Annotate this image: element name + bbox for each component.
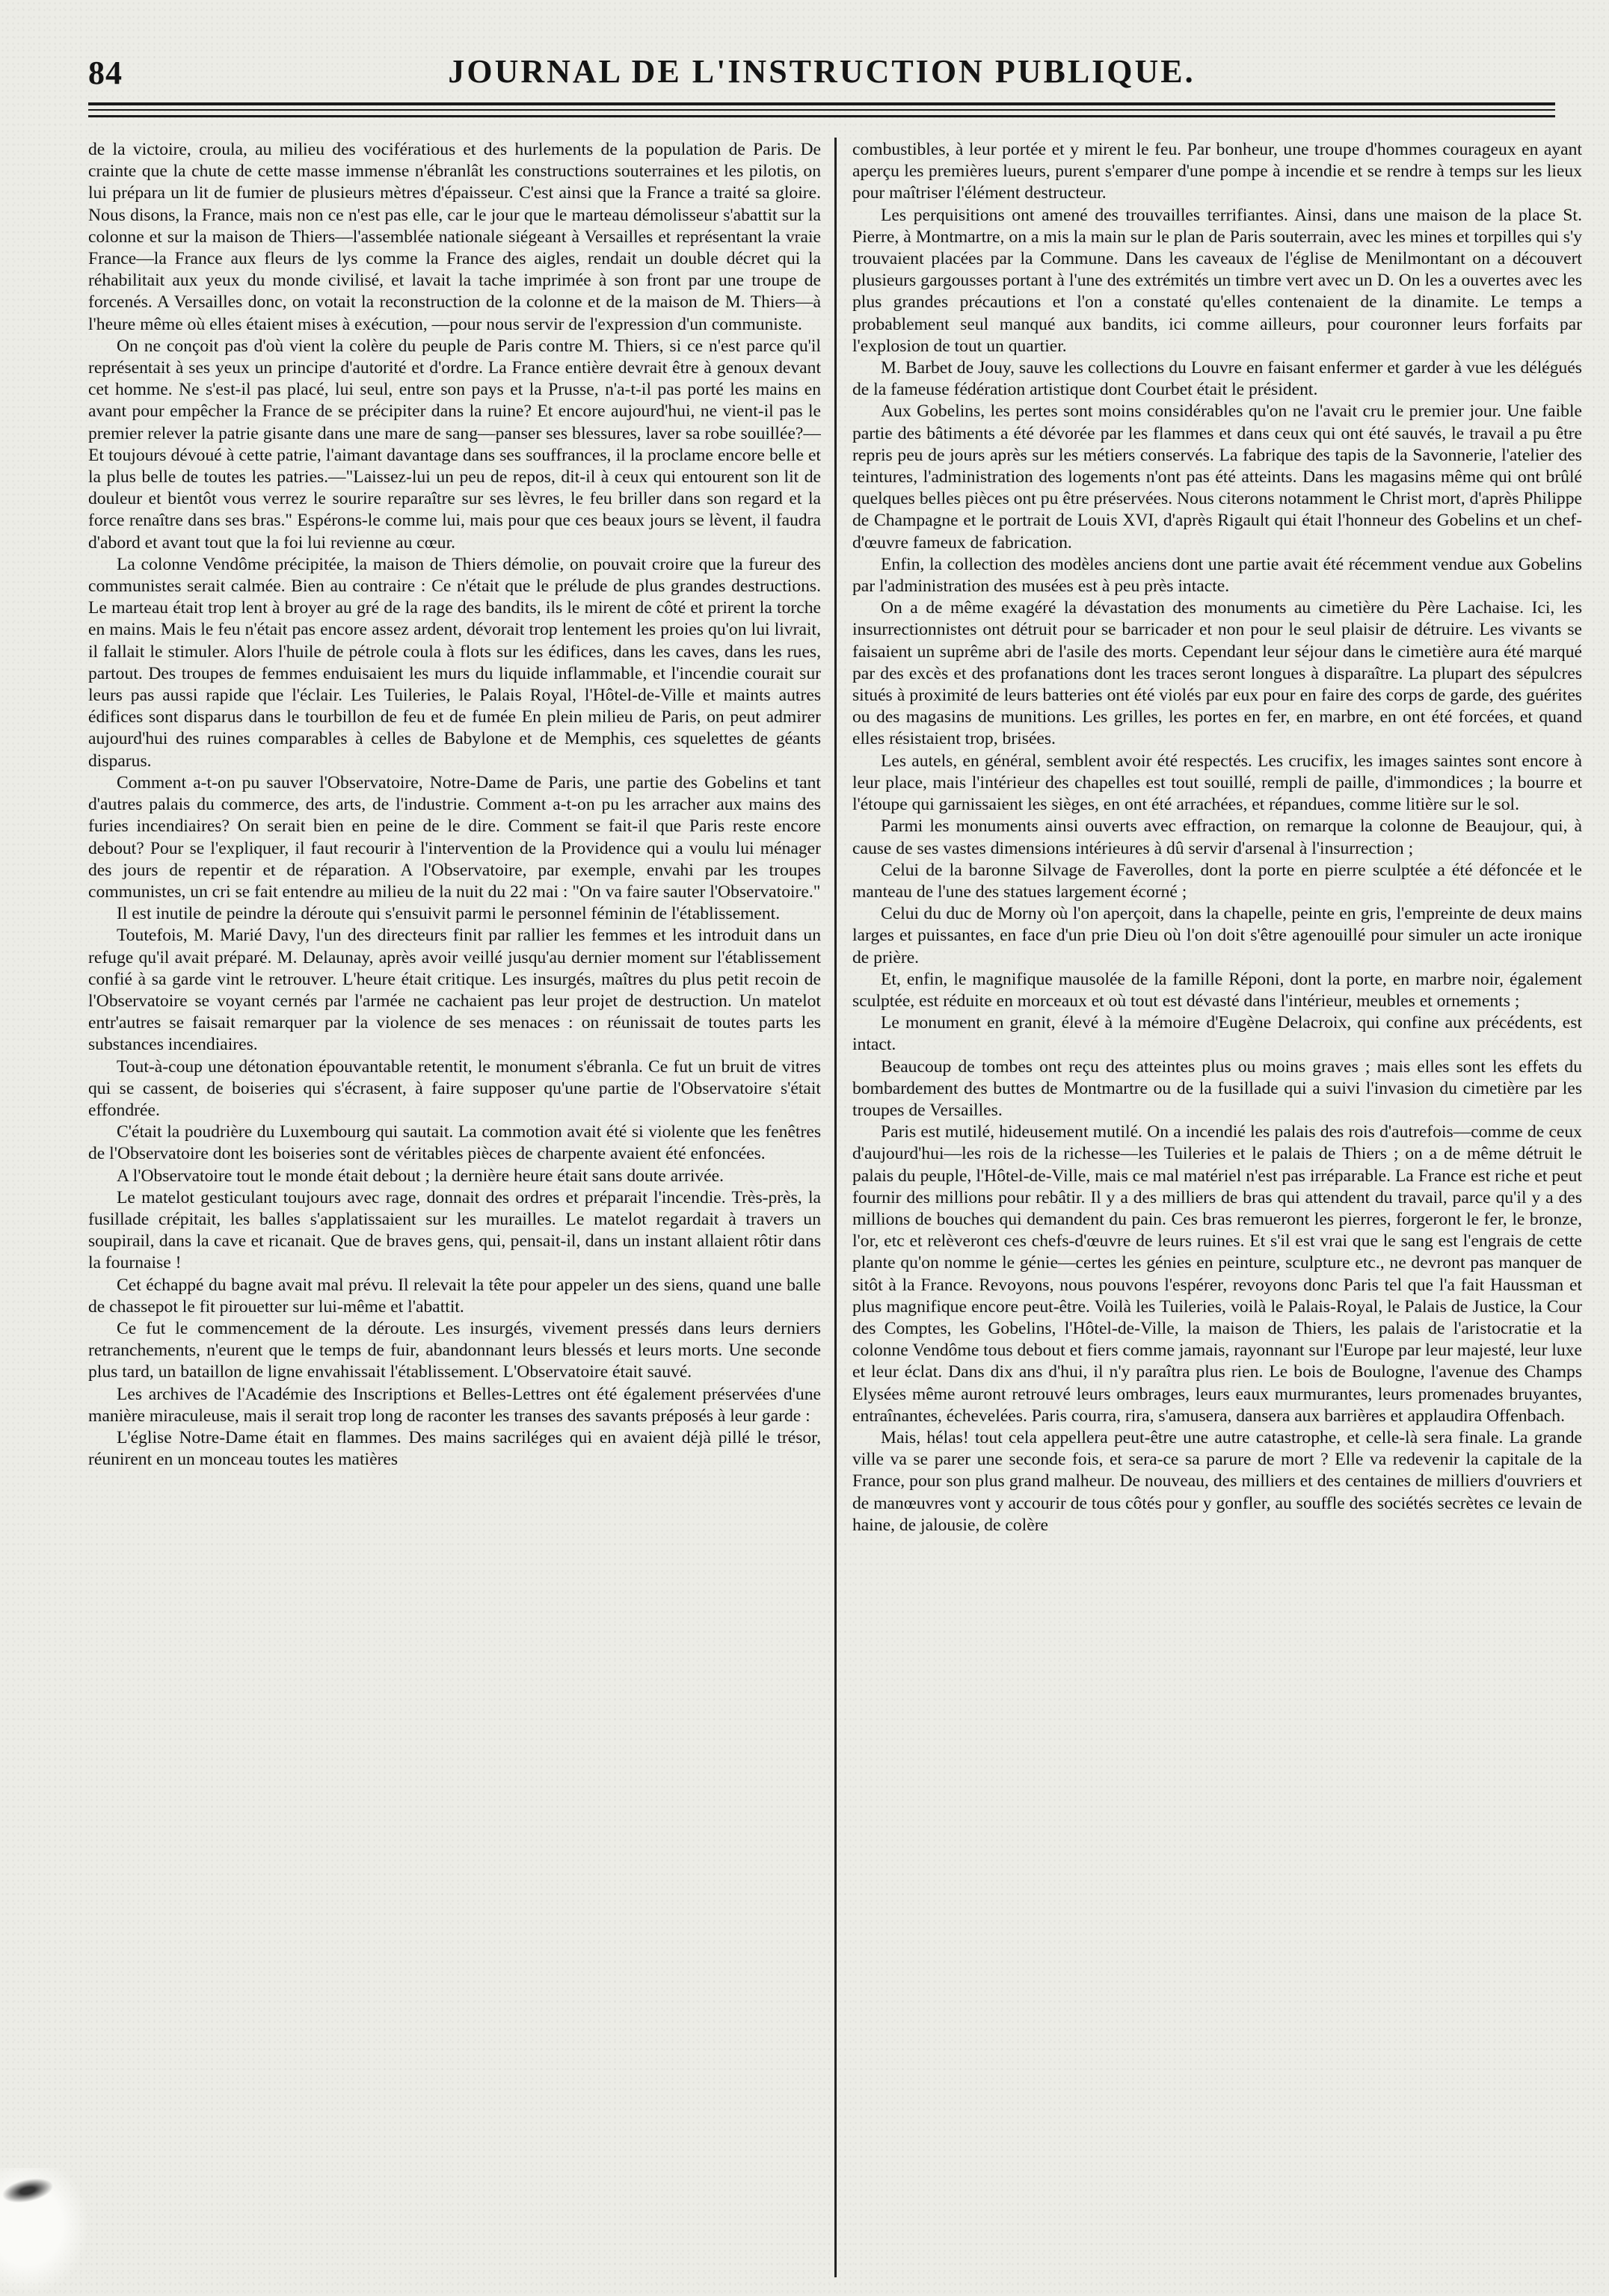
paragraph: Toutefois, M. Marié Davy, l'un des directeurs finit par rallier les femmes et les introduit dans un refuge qu'il avait préparé. M. Delaunay, après avoir veillé jusqu'au dernier moment sur l'établissement confié à sa garde vint le retrouver. L'heure était critique. Les insurgés, maîtres du plus petit recoin de l'Observatoire se voyant cernés par l'armée ne cachaient pas leur projet de destruction. Un matelot entr'autres se faisait remarquer par la violence de ses menaces : on réunissait de toutes parts les substances incendiaires. bbox=[88, 926, 821, 1055]
header-rule-bottom bbox=[88, 115, 1555, 117]
paragraph: Les autels, en général, semblent avoir été respectés. Les crucifix, les images saintes sont encore à leur place, mais l'intérieur des chapelles est tout souillé, rempli de paille, d'immondices ; la bourre et l'étoupe qui garnissaient les sièges, en ont été arrachées, et répandues, comme litière sur le sol. bbox=[852, 751, 1582, 815]
paragraph: de la victoire, croula, au milieu des vocifératious et des hurlements de la population de Paris. De crainte que la chute de cette masse immense n'ébranlât les constructions souterraines et les pilotis, on lui prépara un lit de fumier de plusieurs mètres d'épaisseur. C'est ainsi que la France a traité sa gloire. Nous disons, la France, mais non ce n'est pas elle, car le jour que le marteau démolisseur s'abattit sur la colonne et sur la maison de Thiers—l'assemblée nationale siégeant à Versailles et représentant la vraie France—la France aux fleurs de lys comme la France des aigles, rendait un double décret qui la réhabilitait aux yeux du monde civilisé, et lavait la tache imprimée à son front par une troupe de forcenés. A Versailles donc, on votait la reconstruction de la colonne et de la maison de M. Thiers—à l'heure même où elles étaient mises à exécution, —pour nous servir de l'expression d'un communiste. bbox=[88, 140, 821, 334]
paragraph: Celui du duc de Morny où l'on aperçoit, dans la chapelle, peinte en gris, l'empreinte de deux mains larges et puissantes, en face d'un prie Dieu où l'on doit s'être agenouillé pour simuler un acte ironique de prière. bbox=[852, 904, 1582, 967]
header-rule-middle bbox=[88, 109, 1555, 111]
page-header bbox=[88, 45, 1555, 97]
paragraph: L'église Notre-Dame était en flammes. Des mains sacriléges qui en avaient déjà pillé le trésor, réunirent en un monceau toutes les matières bbox=[88, 1427, 821, 1470]
paragraph: La colonne Vendôme précipitée, la maison de Thiers démolie, on pouvait croire que la fureur des communistes serait calmée. Bien au contraire : Ce n'était que le prélude de plus grandes destructions. Le marteau était trop lent à broyer au gré de la rage des bandits, ils le mirent de côté et prirent la torche en mains. Mais le feu n'était pas encore assez ardent, dévorait trop lentement les proies qu'on lui livrait, il fallait le stimuler. Alors l'huile de pétrole coula à flots sur les édifices, dans les caves, dans les rues, partout. Des troupes de femmes enduisaient les murs du liquide inflammable, et l'incendie courait sur leurs pas aussi rapide que l'éclair. Les Tuileries, le Palais Royal, l'Hôtel-de-Ville et maints autres édifices sont disparus dans le tourbillon de feu et de fumée En plein milieu de Paris, on peut admirer aujourd'hui des ruines comparables à celles de Babylone et de Memphis, ces squelettes de géants disparus. bbox=[88, 554, 821, 771]
paragraph: Et, enfin, le magnifique mausolée de la famille Réponi, dont la porte, en marbre noir, également sculptée, est réduite en morceaux et où tout est dévasté dans l'intérieur, meubles et ornements ; bbox=[852, 969, 1582, 1011]
paragraph: Beaucoup de tombes ont reçu des atteintes plus ou moins graves ; mais elles sont les effets du bombardement des buttes de Montmartre ou de la fusillade qui a suivi l'invasion du cimetière par les troupes de Versailles. bbox=[852, 1056, 1582, 1120]
page-number: 84 bbox=[88, 55, 123, 91]
paragraph: Enfin, la collection des modèles anciens dont une partie avait été récemment vendue aux Gobelins par l'administration des musées est à peu près intacte. bbox=[852, 554, 1582, 597]
paragraph: C'était la poudrière du Luxembourg qui sautait. La commotion avait été si violente que les fenêtres de l'Observatoire dont les boiseries sont de véritables pièces de charpente avaient été enfoncées. bbox=[88, 1122, 821, 1164]
paragraph: Celui de la baronne Silvage de Faverolles, dont la porte en pierre sculptée a été défoncée et le manteau de l'une des statues largement écorné ; bbox=[852, 860, 1582, 902]
header-rule-top bbox=[88, 102, 1555, 105]
paragraph: On a de même exagéré la dévastation des monuments au cimetière du Père Lachaise. Ici, les insurrectionnistes ont détruit pour se barricader et non pour le seul plaisir de détruire. Les vivants se faisaient un suprême abri de l'asile des morts. Cependant leur séjour dans le cimetière aura été marqué par des excès et des profanations dont les traces seront longues à disparaître. La plupart des sépulcres situés à proximité de leurs batteries ont été violés par eux pour en faire des corps de garde, des guérites ou des magasins de munitions. Les grilles, les portes en fer, en marbre, en ont été forcées, et quand elles résistaient trop, brisées. bbox=[852, 598, 1582, 749]
paragraph: Aux Gobelins, les pertes sont moins considérables qu'on ne l'avait cru le premier jour. Une faible partie des bâtiments a été dévorée par les flammes et dans ceux qui ont été sauvés, le travail a pu être repris peu de jours après sur les métiers conservés. La fabrique des tapis de la Savonnerie, l'atelier des teintures, l'administration des logements n'ont pas été atteints. Dans les magasins même qui ont brûlé quelques belles pièces ont pu être préservées. Nous citerons notamment le Christ mort, d'après Philippe de Champagne et le portrait de Louis XVI, d'après Rigault qui était l'honneur des Gobelins et un chef-d'œuvre fameux de fabrication. bbox=[852, 401, 1582, 553]
paragraph: Les archives de l'Académie des Inscriptions et Belles-Lettres ont été également préservées d'une manière miraculeuse, mais il serait trop long de raconter les transes des savants préposés à leur garde : bbox=[88, 1384, 821, 1426]
paragraph: Le monument en granit, élevé à la mémoire d'Eugène Delacroix, qui confine aux précédents, est intact. bbox=[852, 1013, 1582, 1055]
paragraph: Les perquisitions ont amené des trouvailles terrifiantes. Ainsi, dans une maison de la place St. Pierre, à Montmartre, on a mis la main sur le plan de Paris souterrain, avec les mines et torpilles qui s'y trouvaient placées par la Commune. Dans les caveaux de l'église de Menilmontant on a découvert plusieurs gargousses portant à l'une des extrémités un timbre vert avec un D. On les a ouvertes avec les plus grandes précautions et l'on a constaté qu'elles contenaient de la dinamite. Le temps a probablement seul manqué aux bandits, ici comme ailleurs, pour couronner leurs forfaits par l'explosion de tout un quartier. bbox=[852, 205, 1582, 356]
paragraph: On ne conçoit pas d'où vient la colère du peuple de Paris contre M. Thiers, si ce n'est parce qu'il représentait à ses yeux un principe d'autorité et d'ordre. La France entière devrait être à genoux devant cet homme. Ne s'est-il pas placé, lui seul, entre son pays et la Prusse, n'a-t-il pas porté les mains en avant pour empêcher la France de se précipiter dans la ruine? Et encore aujourd'hui, ne vient-il pas le premier relever la patrie gisante dans une mare de sang—panser ses blessures, laver sa robe souillée?—Et toujours dévoué à cette patrie, l'aimant davantage dans ses souffrances, il la proclame encore belle et la plus belle de toutes les patries.—"Laissez-lui un peu de repos, dit-il à ceux qui entourent son lit de douleur et bientôt vous verrez le sourire reparaître sur ses lèvres, le feu briller dans son regard et la force renaître dans ses bras." Espérons-le comme lui, mais pour que ces beaux jours se lèvent, il faudra d'abord et avant tout que la foi lui revienne au cœur. bbox=[88, 336, 821, 553]
paragraph: A l'Observatoire tout le monde était debout ; la dernière heure était sans doute arrivée. bbox=[117, 1166, 724, 1186]
paragraph: Paris est mutilé, hideusement mutilé. On a incendié les palais des rois d'autrefois—comme de ceux d'aujourd'hui—les rois de la richesse—les Tuileries et le palais de Thiers ; on a de même détruit le palais du peuple, l'Hôtel-de-Ville, mais ce mal matériel n'est pas irréparable. La France est riche et peut fournir des millions pour rebâtir. Il y a des milliers de bras qui attendent du travail, parce qu'il y a des millions de bouches qui demandent du pain. Ces bras remueront les pierres, forgeront le fer, le bronze, l'or, etc et relèveront ces chefs-d'œuvre de leurs ruines. Et s'il est vrai que le sang est l'engrais de cette plante qu'on nomme le génie—certes les génies en peinture, sculpture etc., ne devront pas manquer de sitôt à la France. Revoyons, nous pouvons l'espérer, revoyons donc Paris tel que l'a fait Haussman et plus magnifique encore peut-être. Voilà les Tuileries, voilà le Palais-Royal, le Palais de Justice, la Cour des Comptes, les Gobelins, l'Hôtel-de-Ville, la maison de Thiers, les palais de l'aristocratie et la colonne Vendôme tous debout et fiers comme jamais, rayonnant sur l'Europe par leur majesté, leur luxe et leur éclat. Dans dix ans d'hui, il n'y paraîtra plus rien. Le bois de Boulogne, l'avenue des Champs Elysées même auront retrouvé leurs ombrages, leurs eaux murmurantes, leurs promenades bruyantes, entraînantes, échevelées. Paris courra, rira, s'amusera, dansera aux barrières et applaudira Offenbach. bbox=[852, 1122, 1582, 1426]
paragraph: Il est inutile de peindre la déroute qui s'ensuivit parmi le personnel féminin de l'établissement. bbox=[117, 904, 781, 924]
paragraph: Comment a-t-on pu sauver l'Observatoire, Notre-Dame de Paris, une partie des Gobelins et tant d'autres palais du commerce, des arts, de l'industrie. Comment a-t-on pu les arracher aux mains des furies incendiaires? On serait bien en peine de le dire. Comment se fait-il que Paris reste encore debout? Pour se l'expliquer, il faut recourir à l'intervention de la Providence qui a voulu lui ménager des jours de repentir et de réparation. A l'Observatoire, par exemple, envahi par les troupes communistes, un cri se fait entendre au milieu de la nuit du 22 mai : "On va faire sauter l'Observatoire." bbox=[88, 772, 821, 902]
paragraph: Tout-à-coup une détonation épouvantable retentit, le monument s'ébranla. Ce fut un bruit de vitres qui se cassent, de boiseries qui s'écrasent, à faire supposer qu'une partie de l'Observatoire s'était effondrée. bbox=[88, 1056, 821, 1120]
paragraph: M. Barbet de Jouy, sauve les collections du Louvre en faisant enfermer et garder à vue les délégués de la fameuse fédération artistique dont Courbet était le président. bbox=[852, 358, 1582, 400]
paragraph: Ce fut le commencement de la déroute. Les insurgés, vivement pressés dans leurs derniers retranchements, n'eurent que le temps de fuir, abandonnant leurs blessés et leurs morts. Une seconde plus tard, un bataillon de ligne envahissait l'établissement. L'Observatoire était sauvé. bbox=[88, 1318, 821, 1382]
paragraph: combustibles, à leur portée et y mirent le feu. Par bonheur, une troupe d'hommes courageux en ayant aperçu les premières lueurs, purent s'emparer d'une pompe à incendie et se rendre à temps sur les lieux pour maîtriser l'élément destructeur. bbox=[852, 140, 1582, 203]
left-column bbox=[88, 139, 821, 2279]
journal-title: JOURNAL DE L'INSTRUCTION PUBLIQUE. bbox=[448, 53, 1196, 90]
column-divider bbox=[834, 138, 837, 2277]
paragraph: Le matelot gesticulant toujours avec rage, donnait des ordres et préparait l'incendie. Très-près, la fusillade crépitait, les balles s'applatissaient sur les murailles. Le matelot regardait à travers un soupirail, dans la cave et ricanait. Que de braves gens, qui, pensait-il, dans un instant allaient rôtir dans la fournaise ! bbox=[88, 1187, 821, 1273]
paragraph: Cet échappé du bagne avait mal prévu. Il relevait la tête pour appeler un des siens, quand une balle de chassepot le fit pirouetter sur lui-même et l'abattit. bbox=[88, 1275, 821, 1317]
paragraph: Mais, hélas! tout cela appellera peut-être une autre catastrophe, et celle-là sera finale. La grande ville va se parer une seconde fois, et sera-ce sa parure de mort ? Elle va redevenir la capitale de la France, pour son plus grand malheur. De nouveau, des milliers et des centaines de milliers d'ouvriers et de manœuvres vont y accourir de tous côtés pour y gonfler, au souffle des sociétés secrètes ce levain de haine, de jalousie, de colère bbox=[852, 1427, 1582, 1535]
paragraph: Parmi les monuments ainsi ouverts avec effraction, on remarque la colonne de Beaujour, qui, à cause de ses vastes dimensions intérieures à dû servir d'arsenal à l'insurrection ; bbox=[852, 816, 1582, 858]
right-column bbox=[852, 139, 1582, 2279]
